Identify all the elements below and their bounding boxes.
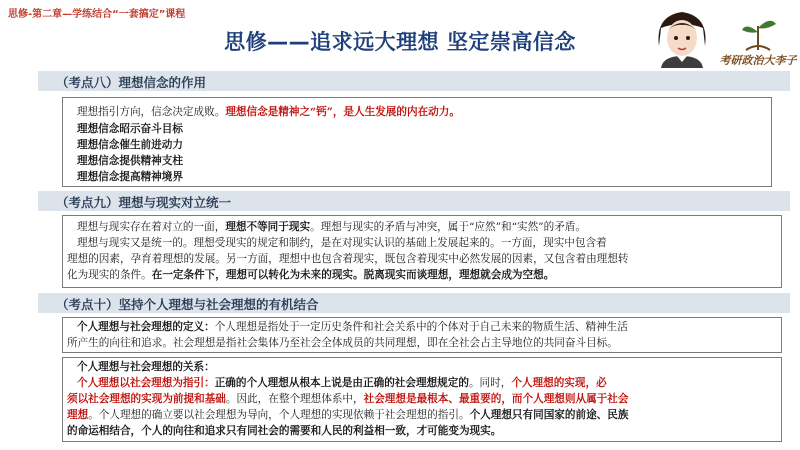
text-bold: 在一定条件下，理想可以转化为未来的现实。脱离现实而谈理想，理想就会成为空想。 (151, 269, 555, 281)
section-9-box (62, 215, 782, 288)
section-bar-10 (38, 293, 790, 313)
text-span: 化为现实的条件。 (67, 269, 152, 281)
text-bold: 正确的个人理想从根本上说是由正确的社会理想规定的 (214, 377, 469, 389)
relation-label: 个人理想与社会理想的关系： (77, 361, 215, 373)
text-span: 理想与现实存在着对立的一面， (77, 221, 226, 233)
paragraph-line: 理想与现实又是统一的。理想受现实的规定和制约，是在对现实认识的基础上发展起来的。一方面，现实中包含着 (77, 237, 607, 249)
section-bar-9 (38, 191, 790, 211)
brand-text: 考研政治大李子 (719, 54, 797, 67)
paragraph-line (77, 221, 586, 234)
section-bar-8 (38, 71, 790, 91)
intro-plain: 理想指引方向，信念决定成败。 (77, 106, 226, 118)
relation-line (77, 377, 607, 390)
paragraph-line (67, 269, 554, 282)
text-span: 个人理想是指处于一定历史条件和社会关系中的个体对于自己未来的物质生活、精神生活 (214, 321, 628, 333)
text-red: 个人理想以社会理想为指引： (77, 377, 215, 389)
page-title: 思修——追求远大理想 坚定崇高信念 (224, 30, 576, 54)
relation-line: 的命运相结合，个人的向往和追求只有同社会的需要和人民的利益相一致，才可能变为现实。 (67, 425, 502, 437)
text-bold: 理想不等同于现实 (225, 221, 311, 233)
text-red: 个人理想的实现，必 (511, 377, 607, 389)
relation-line (67, 393, 628, 406)
definition-label: 个人理想与社会理想的定义： (77, 321, 215, 333)
definition-line (77, 321, 628, 334)
brand-logo (716, 14, 800, 70)
text-span: 。个人理想的确立要以社会理想为导向，个人理想的实现依赖于社会理想的指引。 (88, 409, 470, 421)
definition-line: 所产生的向往和追求。社会理想是指社会集体乃至社会全体成员的共同理想，即在全社会占主导地位的共同奋斗目标。 (67, 337, 618, 349)
paragraph-line: 理想的因素，孕育着理想的发展。另一方面，理想中也包含着现实，既包含着现实中必然发展的因素，又包含着由理想转 (67, 253, 629, 265)
text-span: 。因此，在整个理想体系中， (225, 393, 364, 405)
section-heading: （考点八）理想信念的作用 (56, 75, 207, 90)
relation-line (67, 409, 628, 422)
list-item: 理想信念提高精神境界 (77, 171, 183, 183)
list-item: 理想信念提供精神支柱 (77, 155, 183, 167)
section-8-box (62, 97, 772, 187)
text-span: 。理想与现实的矛盾与冲突，属于“应然”和“实然”的矛盾。 (310, 221, 586, 233)
text-red: 须以社会理想的实现为前提和基础 (67, 393, 226, 405)
intro-highlight: 理想信念是精神之“钙”，是人生发展的内在动力。 (225, 106, 460, 118)
definition-box (62, 317, 782, 353)
text-red: 社会理想是最根本、最重要的，而个人理想则从属于社会 (363, 393, 629, 405)
teacher-avatar (651, 6, 713, 68)
text-bold: 个人理想只有同国家的前途、民族 (469, 409, 629, 421)
intro-line (77, 106, 460, 119)
text-red: 理想 (67, 409, 89, 421)
course-label: 思修-第二章—学练结合“一套搞定”课程 (8, 9, 186, 20)
plant-logo-icon (716, 14, 800, 52)
section-heading: （考点九）理想与现实对立统一 (56, 195, 232, 210)
relation-box (62, 357, 782, 442)
list-item: 理想信念昭示奋斗目标 (77, 123, 183, 135)
list-item: 理想信念催生前进动力 (77, 139, 183, 151)
text-span: 。同时， (468, 377, 512, 389)
section-heading: （考点十）坚持个人理想与社会理想的有机结合 (56, 297, 319, 312)
